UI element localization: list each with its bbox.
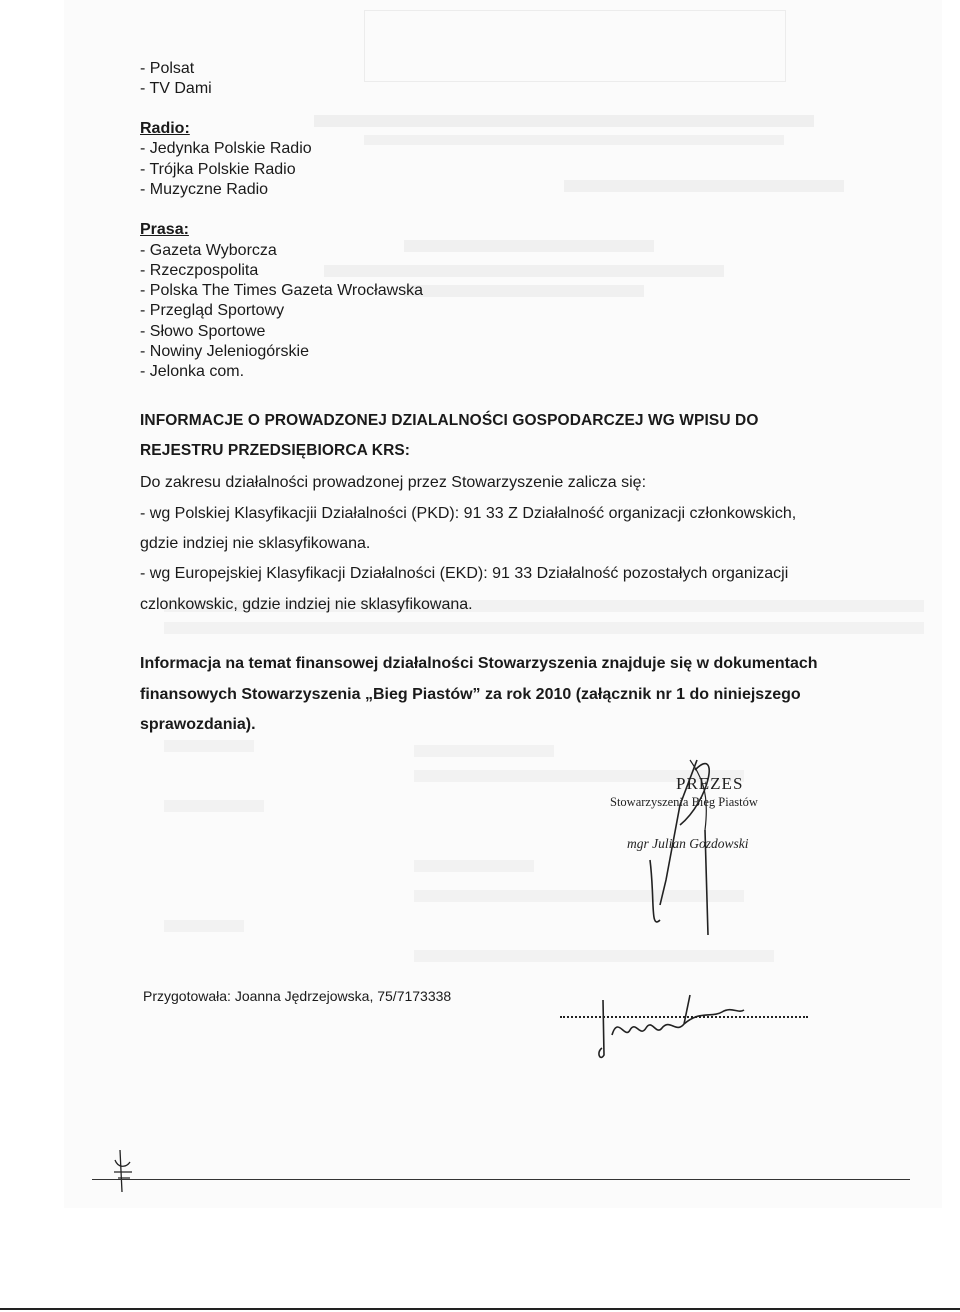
ghost-text [414, 950, 774, 962]
ghost-text [414, 745, 554, 757]
ghost-text [404, 285, 644, 297]
ghost-text [414, 890, 744, 902]
ghost-text [324, 265, 724, 277]
press-item: - Gazeta Wyborcza [140, 242, 277, 259]
krs-heading: REJESTRU PRZEDSIĘBIORCA KRS: [140, 442, 411, 459]
krs-intro: Do zakresu działalności prowadzonej przez Stowarzyszenie zalicza się: [140, 474, 647, 491]
press-item: - Rzeczpospolita [140, 262, 259, 279]
ghost-logo [364, 10, 786, 82]
ghost-text [364, 135, 784, 145]
stamp-name: mgr Julian Gozdowski [627, 836, 749, 851]
press-heading: Prasa: [140, 221, 189, 238]
ghost-text [564, 180, 844, 192]
radio-item: - Jedynka Polskie Radio [140, 140, 312, 157]
ghost-text [164, 800, 264, 812]
ghost-text [404, 240, 654, 252]
stamp-org: Stowarzyszenia Bieg Piastów [610, 795, 758, 809]
finance-text: finansowych Stowarzyszenia „Bieg Piastów” za rok 2010 (załącznik nr 1 do niniejszego [140, 686, 801, 703]
ghost-text [164, 740, 254, 752]
ghost-text [164, 622, 924, 634]
ghost-text [414, 860, 534, 872]
radio-heading: Radio: [140, 120, 190, 137]
radio-item: - Trójka Polskie Radio [140, 161, 296, 178]
prepared-by: Przygotowała: Joanna Jędrzejowska, 75/7173338 [143, 988, 452, 1004]
radio-item: - Muzyczne Radio [140, 181, 269, 198]
page-separator [0, 1308, 960, 1310]
press-item: - Przegląd Sportowy [140, 302, 285, 319]
pkd-line: gdzie indziej nie sklasyfikowana. [140, 535, 371, 552]
bottom-rule [92, 1179, 910, 1180]
ghost-text [164, 920, 244, 932]
pkd-line: - wg Polskiej Klasyfikacjii Działalności (PKD): 91 33 Z Działalność organizacji członkowskich, [140, 505, 797, 522]
finance-text: Informacja na temat finansowej działalności Stowarzyszenia znajduje się w dokumentach [140, 655, 818, 672]
tv-item: - Polsat [140, 60, 195, 77]
tv-item: - TV Dami [140, 80, 212, 97]
finance-text: sprawozdania). [140, 716, 256, 733]
ekd-line: - wg Europejskiej Klasyfikacji Działalności (EKD): 91 33 Działalność pozostałych organizacji [140, 565, 789, 582]
press-item: - Jelonka com. [140, 363, 245, 380]
krs-heading: INFORMACJE O PROWADZONEJ DZIALALNOŚCI GOSPODARCZEJ WG WPISU DO [140, 412, 759, 429]
signature-line [560, 1016, 808, 1018]
press-item: - Nowiny Jeleniogórskie [140, 343, 309, 360]
press-item: - Słowo Sportowe [140, 323, 266, 340]
press-item: - Polska The Times Gazeta Wrocławska [140, 282, 424, 299]
ghost-text [314, 115, 814, 127]
ekd-line: czlonkowskic, gdzie indziej nie sklasyfikowana. [140, 596, 473, 613]
stamp-title: PREZES [676, 774, 744, 793]
